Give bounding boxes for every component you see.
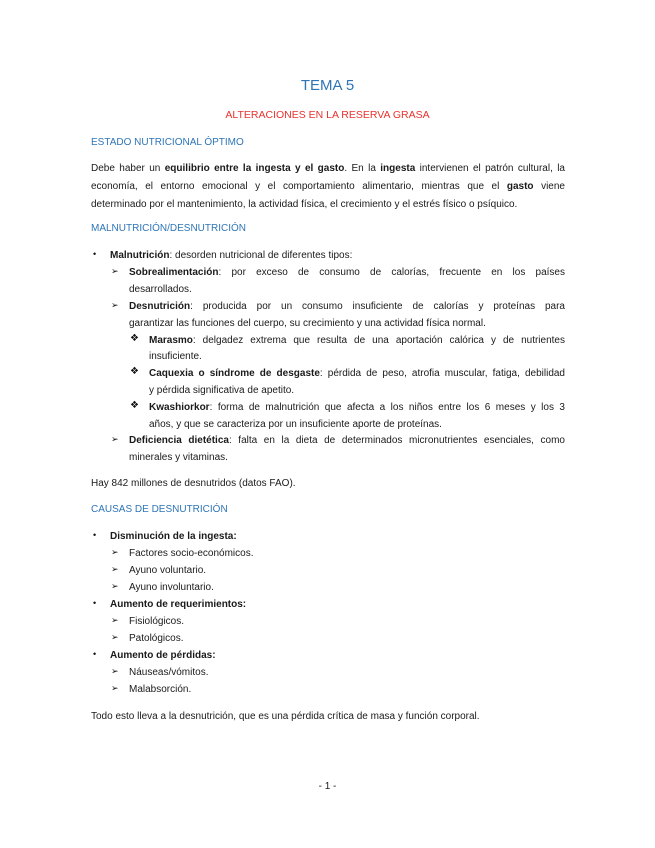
cause-group-requerimientos: Aumento de requerimientos: [110, 599, 247, 610]
diamond-bullet-icon: ❖ [130, 333, 139, 344]
bullet-icon: • [93, 649, 97, 659]
cause-group-ingesta: Disminución de la ingesta: [110, 531, 237, 542]
bold-span: Caquexia o síndrome de desgaste [149, 368, 320, 379]
text-span: intervienen el patrón cultural, la economía, el entorno emocional y el comportamiento alimentario, mientras que el [91, 163, 565, 192]
statistic-text: Hay 842 millones de desnutridos (datos FAO). [91, 478, 296, 489]
arrow-bullet-icon: ➢ [111, 581, 119, 591]
list-item-continuation: insuficiente. [149, 351, 202, 362]
cause-item: Factores socio-económicos. [129, 548, 254, 559]
arrow-bullet-icon: ➢ [111, 547, 119, 557]
bold-span: gasto [506, 181, 534, 192]
arrow-bullet-icon: ➢ [111, 632, 119, 642]
bold-span: Malnutrición [110, 250, 170, 261]
cause-item: Ayuno voluntario. [129, 565, 207, 576]
bold-span: ingesta [380, 163, 416, 174]
text-span: : pérdida de peso, atrofia muscular, fatiga, debilidad [319, 368, 565, 379]
cause-item: Náuseas/vómitos. [129, 667, 209, 678]
closing-text: Todo esto lleva a la desnutrición, que es una pérdida crítica de masa y función corporal. [91, 711, 480, 722]
text-span: : producida por un consumo insuficiente de calorías y proteínas para [190, 301, 565, 312]
list-item-continuation: desarrollados. [129, 284, 192, 295]
bold-span: Deficiencia dietética [129, 435, 229, 446]
arrow-bullet-icon: ➢ [111, 666, 119, 676]
bullet-icon: • [93, 598, 97, 608]
cause-item: Fisiológicos. [129, 616, 185, 627]
paragraph-estado [91, 160, 565, 214]
arrow-bullet-icon: ➢ [111, 683, 119, 693]
list-item-continuation: y pérdida significativa de apetito. [149, 385, 295, 396]
page-number: - 1 - [318, 781, 337, 792]
bullet-icon: • [93, 530, 97, 540]
list-item-continuation: minerales y vitaminas. [129, 452, 228, 463]
list-item-continuation: garantizar las funciones del cuerpo, su crecimiento y una actividad física normal. [129, 318, 486, 329]
bold-span: Kwashiorkor [149, 402, 210, 413]
list-item-marasmo [149, 335, 565, 346]
document-title: TEMA 5 [300, 77, 355, 94]
arrow-bullet-icon: ➢ [111, 266, 119, 276]
text-span: Debe haber un [91, 163, 165, 174]
section-heading-causas: CAUSAS DE DESNUTRICIÓN [91, 504, 228, 515]
list-item-deficiencia [129, 435, 565, 446]
diamond-bullet-icon: ❖ [130, 400, 139, 411]
cause-item: Patológicos. [129, 633, 184, 644]
text-span: : por exceso de consumo de calorías, frecuente en los países [218, 267, 565, 278]
text-span: : falta en la dieta de determinados micronutrientes esenciales, como [228, 435, 565, 446]
section-heading-malnutricion: MALNUTRICIÓN/DESNUTRICIÓN [91, 223, 247, 234]
bold-span: equilibrio entre la ingesta y el gasto [164, 163, 345, 174]
bold-span: Sobrealimentación [129, 267, 219, 278]
arrow-bullet-icon: ➢ [111, 615, 119, 625]
list-item-sobrealimentacion [129, 267, 565, 278]
arrow-bullet-icon: ➢ [111, 434, 119, 444]
cause-item: Malabsorción. [129, 684, 192, 695]
bold-span: Marasmo [149, 335, 193, 346]
section-heading-estado: ESTADO NUTRICIONAL ÓPTIMO [91, 137, 244, 148]
list-item-desnutricion [129, 301, 565, 312]
text-span: . En la [344, 163, 381, 174]
list-item-kwashiorkor [149, 402, 565, 413]
arrow-bullet-icon: ➢ [111, 564, 119, 574]
arrow-bullet-icon: ➢ [111, 300, 119, 310]
diamond-bullet-icon: ❖ [130, 366, 139, 377]
cause-item: Ayuno involuntario. [129, 582, 214, 593]
bold-span: Desnutrición [129, 301, 191, 312]
text-span: : desorden nutricional de diferentes tipos: [169, 250, 353, 261]
document-subtitle: ALTERACIONES EN LA RESERVA GRASA [225, 109, 430, 121]
text-span: : delgadez extrema que resulta de una aportación calórica y de nutrientes [192, 335, 565, 346]
list-item-continuation: años, y que se caracteriza por un insuficiente aporte de proteínas. [149, 419, 442, 430]
list-item-caquexia [149, 368, 565, 379]
text-span: viene determinado por el mantenimiento, la actividad física, el crecimiento y el estrés físico o psíquico. [91, 181, 565, 210]
list-item-malnutricion [110, 250, 352, 261]
text-span: : forma de malnutrición que afecta a los niños entre los 6 meses y los 3 [209, 402, 565, 413]
cause-group-perdidas: Aumento de pérdidas: [110, 650, 216, 661]
bullet-icon: • [93, 249, 97, 259]
